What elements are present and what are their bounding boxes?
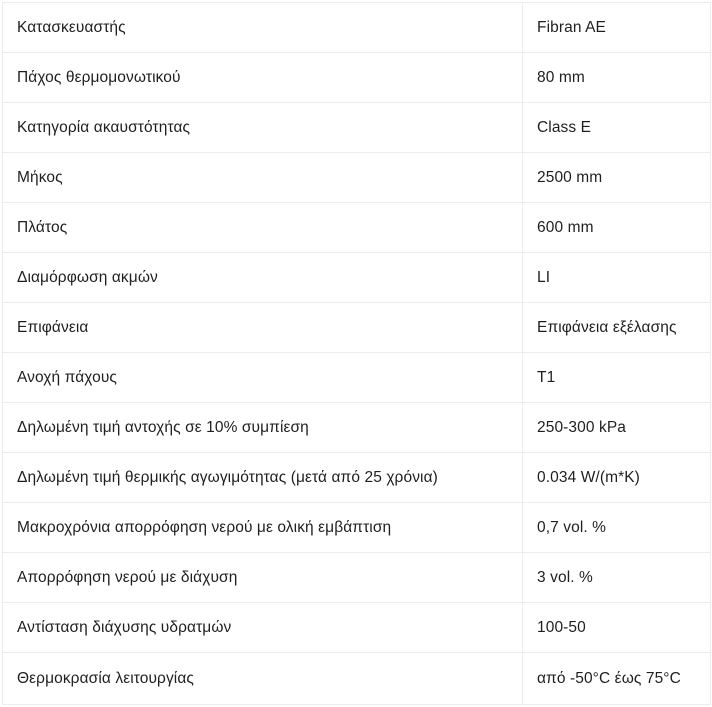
spec-label: Επιφάνεια [3,303,523,353]
spec-label: Αντίσταση διάχυσης υδρατμών [3,603,523,653]
spec-label: Διαμόρφωση ακμών [3,253,523,303]
table-row [3,503,711,553]
table-row [3,603,711,653]
spec-value: 250-300 kPa [523,403,711,453]
spec-label: Πλάτος [3,203,523,253]
spec-value: Fibran AE [523,3,711,53]
spec-value: 600 mm [523,203,711,253]
spec-value: 0.034 W/(m*K) [523,453,711,503]
spec-value: 100-50 [523,603,711,653]
spec-label: Μακροχρόνια απορρόφηση νερού με ολική εμβάπτιση [3,503,523,553]
table-row [3,653,711,705]
spec-label: Ανοχή πάχους [3,353,523,403]
spec-value: 80 mm [523,53,711,103]
table-row [3,353,711,403]
table-row [3,403,711,453]
table-row [3,103,711,153]
specifications-table [2,2,711,705]
spec-value: Επιφάνεια εξέλασης [523,303,711,353]
table-row [3,153,711,203]
table-row [3,453,711,503]
spec-label: Δηλωμένη τιμή αντοχής σε 10% συμπίεση [3,403,523,453]
spec-label: Κατασκευαστής [3,3,523,53]
spec-value: LI [523,253,711,303]
spec-label: Θερμοκρασία λειτουργίας [3,653,523,705]
table-row [3,3,711,53]
spec-label: Δηλωμένη τιμή θερμικής αγωγιμότητας (μετά από 25 χρόνια) [3,453,523,503]
spec-value: T1 [523,353,711,403]
spec-label: Απορρόφηση νερού με διάχυση [3,553,523,603]
table-row [3,203,711,253]
spec-label: Κατηγορία ακαυστότητας [3,103,523,153]
spec-value: 2500 mm [523,153,711,203]
spec-value: 0,7 vol. % [523,503,711,553]
spec-value: Class E [523,103,711,153]
table-row [3,303,711,353]
spec-label: Μήκος [3,153,523,203]
table-row [3,253,711,303]
spec-value: από -50°C έως 75°C [523,653,711,705]
table-row [3,553,711,603]
specifications-table-body [3,3,711,705]
table-row [3,53,711,103]
spec-value: 3 vol. % [523,553,711,603]
spec-label: Πάχος θερμομονωτικού [3,53,523,103]
